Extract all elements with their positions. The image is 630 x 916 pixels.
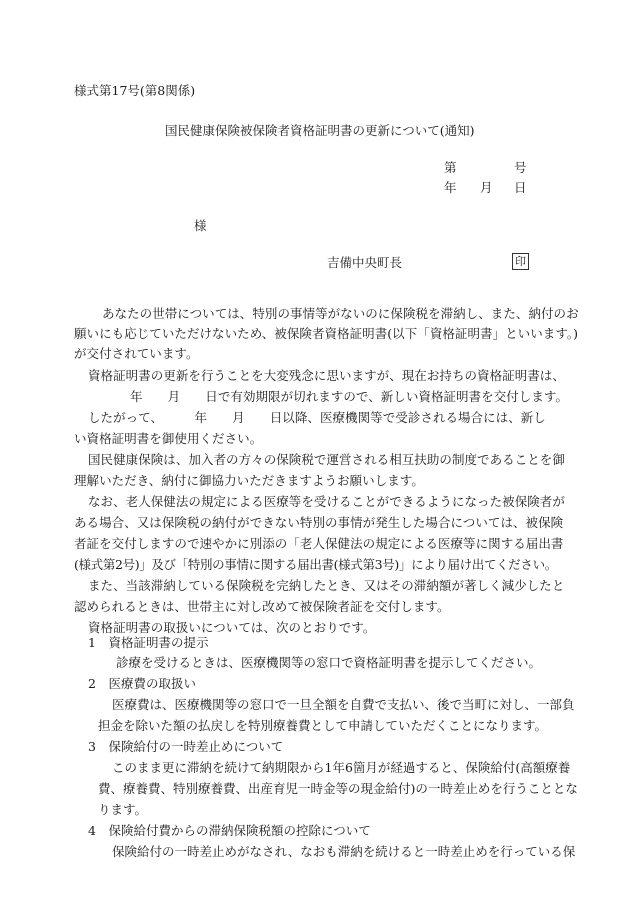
body-line: 認められるときは、世帯主に対し改めて被保険者証を交付します。: [74, 599, 450, 614]
body-line: 資格証明書の更新を行うことを大変残念に思いますが、現在お持ちの資格証明書は、: [88, 368, 565, 383]
item-line: 保険給付の一時差止めがなされ、なおも滞納を続けると一時差止めを行っている保: [112, 844, 576, 859]
body-line: が交付されています。: [74, 346, 199, 361]
ref-go: 号: [514, 160, 527, 175]
body-line: あなたの世帯については、特別の事情等がないのに保険税を滞納し、また、納付のお: [102, 306, 579, 321]
body-line: 願いにも応じていただけないため、被保険者資格証明書(以下「資格証明書」といいます。): [74, 326, 579, 341]
item-line: このまま更に滞納を続けて納期限から1年6箇月が経過すると、保険給付(高額療養: [112, 760, 571, 775]
body-line: ある場合、又は保険税の納付ができない特別の事情が発生した場合については、被保険: [74, 515, 564, 530]
form-number: 様式第17号(第8関係): [74, 83, 196, 98]
body-line: なお、老人保健法の規定による医療等を受けることができるようになった被保険者が: [88, 494, 565, 509]
body-line: 資格証明書の取扱いについては、次のとおりです。: [88, 620, 376, 635]
date-year: 年: [444, 180, 457, 195]
ref-dai: 第: [444, 160, 457, 175]
item-heading-3: 3 保険給付の一時差止めについて: [88, 739, 284, 754]
addressee-suffix: 様: [194, 218, 207, 233]
date-month: 月: [480, 180, 493, 195]
body-line: したがって、 年 月 日以降、医療機関等で受診される場合には、新し: [88, 410, 546, 425]
item-heading-2: 2 医療費の取扱い: [88, 676, 196, 691]
body-line: また、当該滞納している保険税を完納したとき、又はその滞納額が著しく減少したと: [88, 578, 565, 593]
item-heading-1: 1 資格証明書の提示: [88, 635, 209, 650]
body-line: 者証を交付しますので速やかに別添の「老人保健法の規定による医療等に関する届出書: [74, 536, 564, 551]
body-line: 国民健康保険は、加入者の方々の保険税で運営される相互扶助の制度であることを御: [88, 452, 565, 467]
item-heading-4: 4 保険給付費からの滞納保険税額の控除について: [88, 823, 371, 838]
item-line: 診療を受けるときは、医療機関等の窓口で資格証明書を提示してください。: [116, 655, 542, 670]
item-line: 費、療養費、特別療養費、出産育児一時金等の現金給付)の一時差止めを行うこととな: [98, 781, 578, 796]
item-line: 医療費は、医療機関等の窓口で一旦全額を自費で支払い、後で当町に対し、一部負: [112, 697, 575, 712]
item-line: 担金を除いた額の払戻しを特別療養費として申請していただくことになります。: [98, 718, 548, 733]
sender-name: 吉備中央町長: [327, 255, 403, 270]
body-line: 年 月 日で有効期限が切れますので、新しい資格証明書を交付します。: [130, 389, 569, 404]
document-title: 国民健康保険被保険者資格証明書の更新について(通知): [165, 123, 475, 138]
body-line: 理解いただき、納付に御協力いただきますようお願いします。: [74, 473, 424, 488]
item-line: ります。: [98, 802, 148, 817]
body-line: (様式第2号)」及び「特別の事情に関する届出書(様式第3号)」により届け出てください。: [74, 557, 557, 572]
date-day: 日: [514, 180, 527, 195]
seal-stamp: 印: [512, 253, 529, 270]
body-line: い資格証明書を御使用ください。: [74, 431, 263, 446]
